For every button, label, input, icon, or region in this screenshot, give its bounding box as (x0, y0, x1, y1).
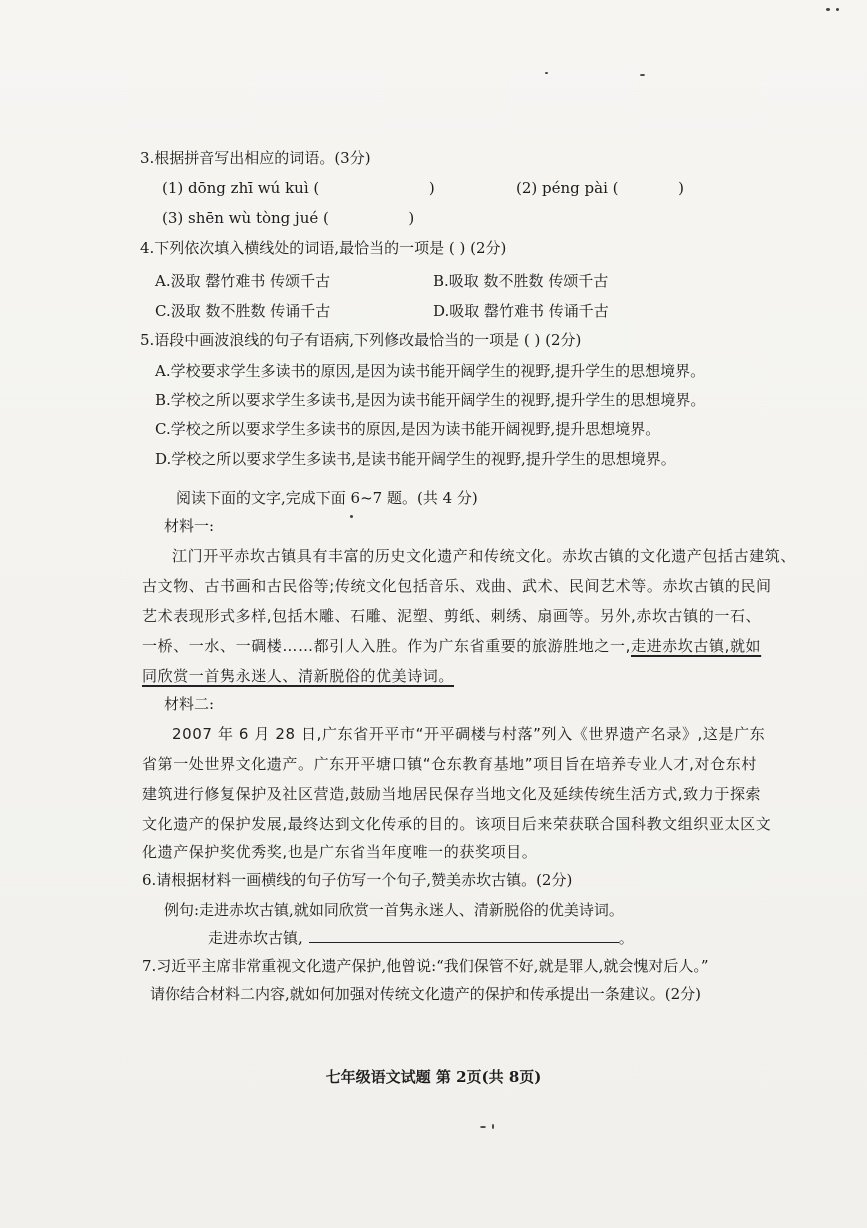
material-2-line-3: 建筑进行修复保护及社区营造,鼓励当地居民保存当地文化及延续传统生活方式,致力于探索 (142, 785, 762, 803)
material-1-line-1: 江门开平赤坎古镇具有丰富的历史文化遗产和传统文化。赤坎古镇的文化遗产包括古建筑、 (172, 547, 797, 565)
q6-answer-line (208, 928, 634, 948)
scan-speck (640, 74, 645, 76)
material-1-underlined-part-1: 走进赤坎古镇,就如 (630, 637, 762, 655)
q5-option-c: C.学校之所以要求学生多读书的原因,是因为读书能开阔视野,提升思想境界。 (155, 420, 661, 438)
q4-option-d: D.吸取 罄竹难书 传诵千古 (433, 302, 609, 320)
q7-line-2: 请你结合材料二内容,就如何加强对传统文化遗产的保护和传承提出一条建议。(2分) (150, 985, 702, 1003)
material-1-line-3: 艺术表现形式多样,包括木雕、石雕、泥塑、剪纸、刺绣、扇画等。另外,赤坎古镇的一石、 (142, 607, 762, 625)
q6-example: 例句:走进赤坎古镇,就如同欣赏一首隽永迷人、清新脱俗的优美诗词。 (164, 901, 624, 919)
q5-option-d: D.学校之所以要求学生多读书,是读书能开阔学生的视野,提升学生的思想境界。 (155, 450, 676, 468)
material-2-line-5: 化遗产保护奖优秀奖,也是广东省当年度唯一的获奖项目。 (142, 843, 538, 861)
q4-option-b: B.吸取 数不胜数 传颂千古 (433, 272, 609, 290)
q6-answer-prefix: 走进赤坎古镇, (208, 929, 303, 947)
material-1-line-5 (142, 666, 454, 686)
q3-item1-close: ) (428, 179, 435, 197)
scan-speck (826, 8, 830, 11)
q5-option-a: A.学校要求学生多读书的原因,是因为读书能开阔学生的视野,提升学生的思想境界。 (155, 362, 706, 380)
material-2-line-4: 文化遗产的保护发展,最终达到文化传承的目的。该项目后来荣获联合国科教文组织亚太区文 (142, 815, 772, 833)
q3-item3 (162, 208, 414, 228)
q3-item3-close: ) (408, 209, 415, 227)
reading-intro: 阅读下面的文字,完成下面 6~7 题。(共 4 分) (176, 489, 478, 507)
q6-stem: 6.请根据材料一画横线的句子仿写一个句子,赞美赤坎古镇。(2分) (142, 871, 573, 889)
q3-item3-text: (3) shēn wù tòng jué ( (162, 209, 329, 227)
material-2-line-2: 省第一处世界文化遗产。广东开平塘口镇“仓东教育基地”项目旨在培养专业人才,对仓东村 (142, 755, 757, 773)
q3-item2-close: ) (678, 179, 684, 197)
q3-item2-text: (2) péng pài ( (516, 179, 619, 197)
q6-answer-blank[interactable] (309, 928, 619, 943)
q3-item1-text: (1) dōng zhī wú kuì ( (162, 179, 320, 197)
q4-option-a: A.汲取 罄竹难书 传颂千古 (155, 272, 331, 290)
q3-item2 (516, 178, 684, 198)
scan-speck (350, 515, 353, 518)
scan-speck (836, 8, 839, 11)
scan-speck (545, 72, 548, 74)
scan-speck (480, 1126, 486, 1128)
page-footer: 七年级语文试题 第 2页(共 8页) (325, 1068, 542, 1086)
q4-stem: 4.下列依次填入横线处的词语,最恰当的一项是 ( ) (2分) (140, 239, 507, 257)
q5-option-b: B.学校之所以要求学生多读书,是因为读书能开阔学生的视野,提升学生的思想境界。 (155, 391, 706, 409)
scan-speck (492, 1124, 494, 1129)
q6-answer-suffix: 。 (618, 929, 634, 947)
q3-stem: 3.根据拼音写出相应的词语。(3分) (140, 149, 371, 167)
material-1-title: 材料一: (164, 517, 215, 535)
q7-line-1: 7.习近平主席非常重视文化遗产保护,他曾说:“我们保管不好,就是罪人,就会愧对后人。” (142, 957, 709, 975)
material-1-line-4 (142, 636, 761, 656)
material-2-title: 材料二: (164, 695, 215, 713)
q3-item1 (162, 178, 435, 198)
q4-option-c: C.汲取 数不胜数 传诵千古 (155, 302, 331, 320)
material-1-underlined-part-2: 同欣赏一首隽永迷人、清新脱俗的优美诗词。 (142, 667, 455, 685)
material-2-line-1: 2007 年 6 月 28 日,广东省开平市“开平碉楼与村落”列入《世界遗产名录》,这是广东 (172, 725, 766, 743)
q5-stem: 5.语段中画波浪线的句子有语病,下列修改最恰当的一项是 ( ) (2分) (140, 331, 582, 349)
material-1-line-2: 古文物、古书画和古民俗等;传统文化包括音乐、戏曲、武术、民间艺术等。赤坎古镇的民间 (142, 577, 772, 595)
material-1-line-4-text: 一桥、一水、一碉楼……都引人入胜。作为广东省重要的旅游胜地之一, (142, 637, 631, 655)
